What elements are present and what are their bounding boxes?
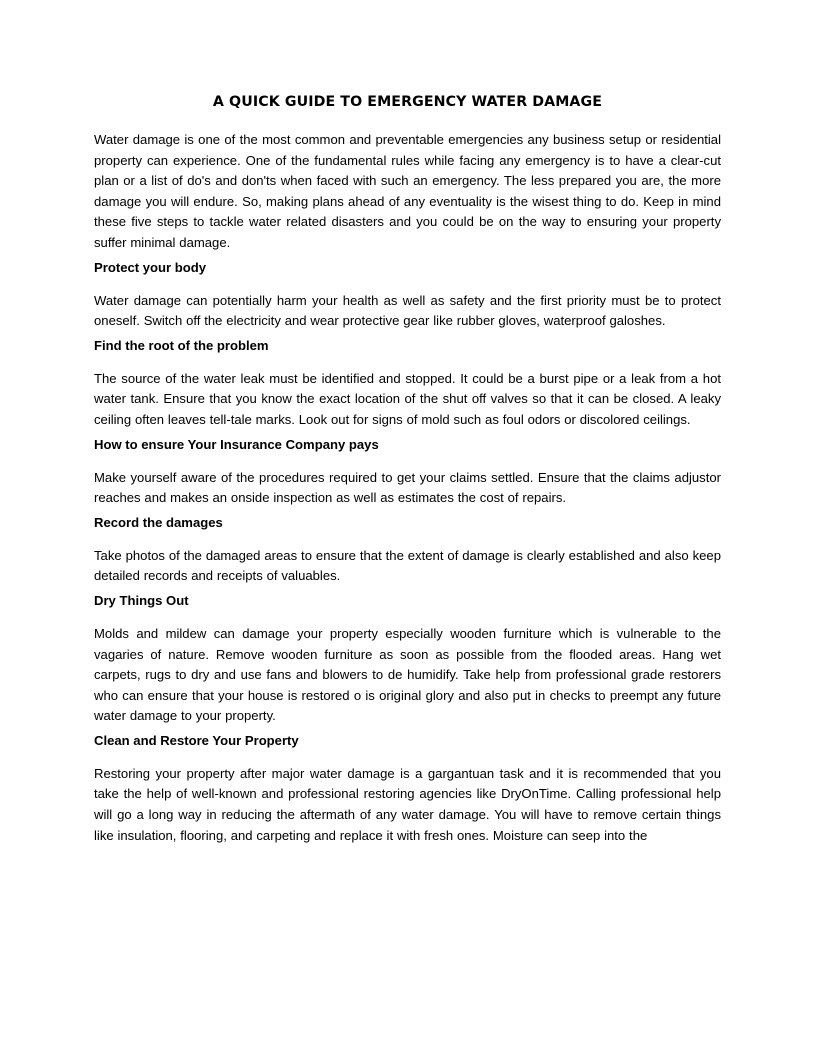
section-body: The source of the water leak must be identified and stopped. It could be a burst pipe or a leak from a hot water tank. Ensure that you know the exact location of the shut off valves so that it can be closed. A leaky ceiling often leaves tell-tale marks. Look out for signs of mold such as foul odors or discolored ceilings. — [94, 370, 721, 427]
section-heading: Record the damages — [94, 514, 223, 530]
section-body: Make yourself aware of the procedures required to get your claims settled. Ensure that the claims adjustor reaches and makes an onside inspection as well as estimates the cost of repairs. — [94, 469, 721, 506]
section-find-root — [94, 336, 721, 431]
section-heading: How to ensure Your Insurance Company pays — [94, 436, 379, 452]
section-body: Take photos of the damaged areas to ensure that the extent of damage is clearly established and also keep detailed records and receipts of valuables. — [94, 547, 721, 584]
section-body: Restoring your property after major water damage is a gargantuan task and it is recommended that you take the help of well-known and professional restoring agencies like DryOnTime. Calling professional help will go a long way in reducing the aftermath of any water damage. You will have to remove certain things like insulation, flooring, and carpeting and replace it with fresh ones. Moisture can seep into the — [94, 765, 721, 843]
section-heading: Find the root of the problem — [94, 337, 269, 353]
document-page — [94, 92, 721, 850]
section-record-damages — [94, 513, 721, 587]
document-title: A QUICK GUIDE TO EMERGENCY WATER DAMAGE — [212, 94, 603, 110]
section-heading: Dry Things Out — [94, 592, 189, 608]
section-clean-restore — [94, 731, 721, 846]
intro-paragraph: Water damage is one of the most common and preventable emergencies any business setup or residential property can experience. One of the fundamental rules while facing any emergency is to have a clear-cut plan or a list of do's and don'ts when faced with such an emergency. The less prepared you are, the more damage you will endure. So, making plans ahead of any eventuality is the wisest thing to do. Keep in mind these five steps to tackle water related disasters and you could be on the way to ensuring your property suffer minimal damage. — [94, 132, 721, 250]
section-protect-your-body — [94, 258, 721, 332]
section-body: Water damage can potentially harm your health as well as safety and the first priority must be to protect oneself. Switch off the electricity and wear protective gear like rubber gloves, waterproof galoshes. — [94, 292, 721, 329]
section-heading: Clean and Restore Your Property — [94, 732, 299, 748]
section-dry-things-out — [94, 591, 721, 727]
section-body: Molds and mildew can damage your property especially wooden furniture which is vulnerable to the vagaries of nature. Remove wooden furniture as soon as possible from the flooded areas. Hang wet carpets, rugs to dry and use fans and blowers to de humidify. Take help from professional grade restorers who can ensure that your house is restored o is original glory and also put in checks to preempt any future water damage to your property. — [94, 625, 721, 724]
section-heading: Protect your body — [94, 259, 207, 275]
section-insurance — [94, 435, 721, 509]
